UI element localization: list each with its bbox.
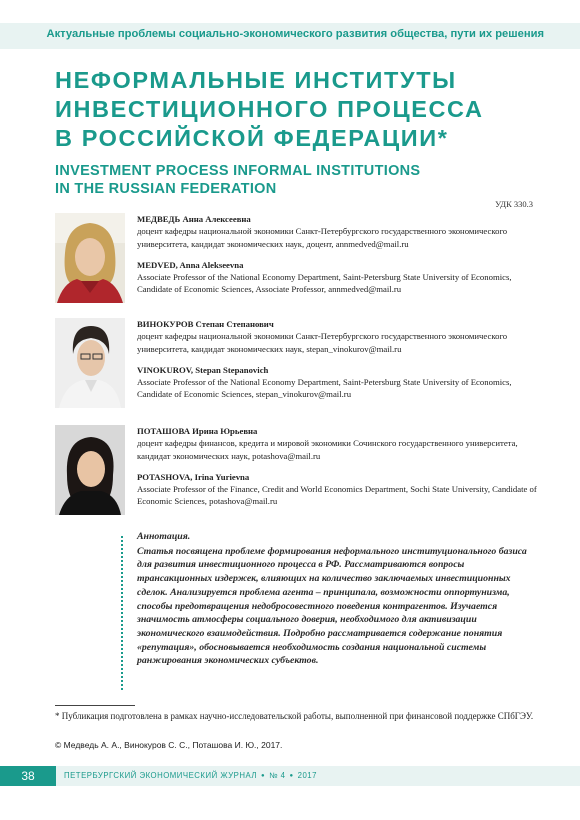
author-name-en: VINOKUROV, Stepan Stepanovich bbox=[137, 364, 269, 375]
author-photo-potashova bbox=[55, 425, 125, 515]
author-name-ru: ВИНОКУРОВ Степан Степанович bbox=[137, 319, 274, 329]
page-number: 38 bbox=[0, 766, 56, 786]
footnote: * Публикация подготовлена в рамках научно-исследовательской работы, выполненной при финансовой поддержке СПбГЭУ. bbox=[55, 711, 534, 721]
article-title-en bbox=[55, 162, 555, 198]
author-desc-ru: доцент кафедры финансов, кредита и мировой экономики Сочинского государственного университета, кандидат экономических наук, potashova@mail.ru bbox=[137, 438, 518, 461]
journal-name: ПЕТЕРБУРГСКИЙ ЭКОНОМИЧЕСКИЙ ЖУРНАЛ bbox=[64, 771, 257, 780]
author-photo-medved bbox=[55, 213, 125, 303]
author-desc-en: Associate Professor of the Finance, Credit and World Economics Department, Sochi State University, Candidate of Economic Sciences, potashova@mail.ru bbox=[137, 484, 537, 507]
title-en-line: IN THE RUSSIAN FEDERATION bbox=[55, 181, 277, 197]
author-desc-en: Associate Professor of the National Economy Department, Saint-Petersburg State University of Economics, Candidate of Economic Sciences, Associate Professor, annmedved@mail.ru bbox=[137, 272, 512, 295]
bullet-icon: ● bbox=[260, 773, 266, 779]
journal-footer bbox=[64, 771, 317, 780]
title-ru-line: НЕФОРМАЛЬНЫЕ ИНСТИТУТЫ bbox=[55, 67, 457, 93]
article-title-ru bbox=[55, 66, 555, 153]
footnote-divider bbox=[55, 705, 135, 706]
author-desc-ru: доцент кафедры национальной экономики Санкт-Петербургского государственного экономического университета, кандидат экономических наук, stepan_vinokurov@mail.ru bbox=[137, 331, 508, 354]
author-name-ru: ПОТАШОВА Ирина Юрьевна bbox=[137, 426, 258, 436]
section-title: Актуальные проблемы социально-экономического развития общества, пути их решения bbox=[46, 28, 544, 40]
author-desc-en: Associate Professor of the National Economy Department, Saint-Petersburg State University of Economics, Candidate of Economic Sciences, stepan_vinokurov@mail.ru bbox=[137, 377, 512, 400]
abstract-heading: Аннотация. bbox=[137, 531, 191, 542]
author-name-ru: МЕДВЕДЬ Анна Алексеевна bbox=[137, 214, 251, 224]
abstract-text: Статья посвящена проблеме формирования неформального институционального базиса для развития инвестиционного процесса в РФ. Рассматриваются вопросы трансакционных издержек, влияющих на количество заключаемых инвестиционных сделок. Анализируется проблема агента – принципала, возможности оппортунизма, способы предотвращения недобросовестного поведения контрагентов. Изучается значимость атмосферы социального доверия, необходимого для активизации экономического взаимодействия. Подробно рассматривается содержание понятия «репутация», обосновывается необходимость создания национальной системы ранжирования экономических субъектов. bbox=[137, 545, 527, 667]
abstract-block bbox=[137, 530, 537, 668]
title-ru-line: В РОССИЙСКОЙ ФЕДЕРАЦИИ* bbox=[55, 125, 449, 151]
journal-issue: № 4 bbox=[269, 771, 286, 780]
title-ru-line: ИНВЕСТИЦИОННОГО ПРОЦЕССА bbox=[55, 96, 484, 122]
udk-code: УДК 330.3 bbox=[495, 199, 533, 209]
journal-year: 2017 bbox=[297, 771, 317, 780]
author-block-medved bbox=[137, 213, 537, 305]
author-name-en: MEDVED, Anna Alekseevna bbox=[137, 259, 244, 270]
bullet-icon: ● bbox=[289, 773, 294, 779]
author-photo-vinokurov bbox=[55, 318, 125, 408]
title-en-line: INVESTMENT PROCESS INFORMAL INSTITUTIONS bbox=[55, 163, 421, 179]
author-block-potashova bbox=[137, 425, 537, 517]
author-block-vinokurov bbox=[137, 318, 537, 410]
author-name-en: POTASHOVA, Irina Yurievna bbox=[137, 471, 250, 482]
copyright-line: © Медведь А. А., Винокуров С. С., Поташова И. Ю., 2017. bbox=[55, 740, 283, 750]
abstract-dotted-rule bbox=[121, 536, 123, 690]
author-desc-ru: доцент кафедры национальной экономики Санкт-Петербургского государственного экономического университета, кандидат экономических наук, доцент, annmedved@mail.ru bbox=[137, 226, 508, 249]
section-header-bar bbox=[0, 23, 580, 49]
